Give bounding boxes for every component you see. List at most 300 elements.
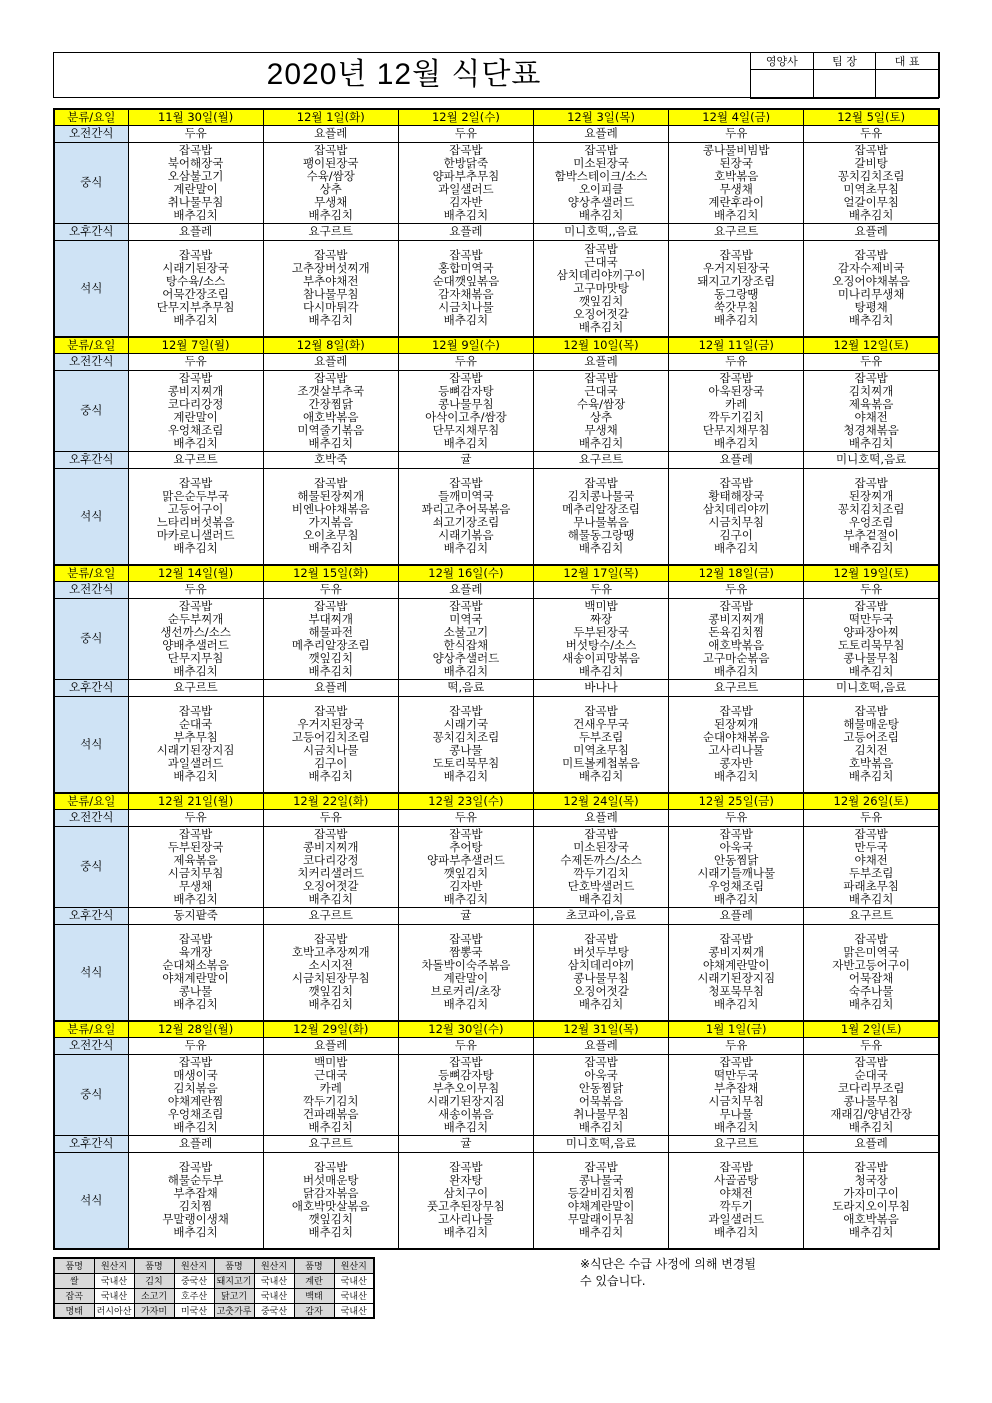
menu-item: 잡곡밥 xyxy=(854,142,888,157)
am-snack-cell: 요플레 xyxy=(533,125,668,142)
menu-item: 생선까스/소스 xyxy=(160,624,231,639)
menu-item: 삼치데리야끼 xyxy=(702,502,770,517)
pm-snack-cell: 요구르트 xyxy=(669,679,804,696)
menu-item: 잡곡밥 xyxy=(584,826,618,841)
menu-item: 근대국 xyxy=(584,383,618,398)
dinner-cell xyxy=(669,468,804,565)
menu-item: 상추 xyxy=(589,409,613,424)
menu-item: 무나물 xyxy=(719,1106,753,1121)
pm-snack-cell: 요플레 xyxy=(804,1135,939,1152)
day-header: 12월 28일(월) xyxy=(128,1021,263,1037)
lunch-row xyxy=(54,370,939,451)
menu-item: 삼치데리야끼구이 xyxy=(556,267,646,282)
menu-item: 동그랑땡 xyxy=(713,287,759,302)
pm-snack-cell: 요플레 xyxy=(398,223,533,240)
lunch-cell xyxy=(669,370,804,451)
menu-item: 추어탕 xyxy=(449,839,483,854)
am-snack-cell: 두유 xyxy=(669,353,804,370)
menu-item: 배추김치 xyxy=(308,541,353,556)
origin-header-cell: 품명 xyxy=(214,1258,254,1273)
menu-item: 배추김치 xyxy=(173,997,218,1012)
menu-item: 오삼불고기 xyxy=(167,168,224,183)
menu-item: 배추김치 xyxy=(308,1119,353,1134)
menu-item: 배추김치 xyxy=(713,313,759,328)
menu-item: 잡곡밥 xyxy=(584,704,618,719)
menu-item: 버섯두부탕 xyxy=(573,945,629,960)
pm-snack-cell: 요구르트 xyxy=(533,451,668,468)
menu-item: 우엉조림 xyxy=(848,515,894,530)
lunch-label: 중식 xyxy=(54,826,128,907)
menu-item: 감자채볶음 xyxy=(438,287,494,302)
menu-item: 배추김치 xyxy=(173,663,218,678)
menu-item: 잡곡밥 xyxy=(314,932,348,947)
menu-item: 단무지부추무침 xyxy=(156,300,235,315)
lunch-cell xyxy=(128,1054,263,1135)
menu-item: 깻잎김치 xyxy=(308,650,353,665)
menu-item: 순대채소볶음 xyxy=(162,958,229,973)
origin-country: 러시아산 xyxy=(94,1303,134,1318)
menu-item: 청포묵무침 xyxy=(708,984,764,999)
menu-item: 브로커리/초장 xyxy=(430,984,502,999)
origin-item: 닭고기 xyxy=(214,1288,254,1303)
menu-item: 잡곡밥 xyxy=(854,932,888,947)
menu-item: 취나물무침 xyxy=(167,194,224,209)
menu-item: 꽁치김치조림 xyxy=(432,730,500,745)
pm-snack-cell: 미니호떡,음료 xyxy=(804,451,939,468)
dinner-cell xyxy=(804,468,939,565)
am-snack-label: 오전간식 xyxy=(54,809,128,826)
sign-slot-team-lead[interactable] xyxy=(813,70,876,99)
menu-item: 잡곡밥 xyxy=(719,826,753,841)
menu-item: 배추김치 xyxy=(443,435,489,450)
menu-item: 배추김치 xyxy=(173,769,218,784)
menu-item: 김치찜 xyxy=(178,1199,213,1214)
menu-item: 잡곡밥 xyxy=(719,1054,753,1069)
menu-item: 잡곡밥 xyxy=(178,598,213,613)
menu-item: 순대국 xyxy=(178,717,213,732)
menu-item: 양파부추무침 xyxy=(432,168,500,183)
menu-item: 과일샐러드 xyxy=(708,1212,764,1227)
menu-item: 배추김치 xyxy=(308,207,353,222)
menu-item: 도라지오이무침 xyxy=(832,1199,911,1214)
dinner-label: 석식 xyxy=(54,696,128,793)
dinner-label: 석식 xyxy=(54,1152,128,1249)
dinner-cell xyxy=(398,924,533,1021)
menu-item: 가자미구이 xyxy=(843,1186,899,1201)
am-snack-cell: 두유 xyxy=(398,1037,533,1054)
dinner-cell xyxy=(533,696,668,793)
week-day-row xyxy=(54,337,939,353)
menu-item: 메추리알장조림 xyxy=(562,502,640,517)
menu-item: 야채계란말이 xyxy=(567,1199,635,1214)
menu-item: 숙주나물 xyxy=(848,984,894,999)
menu-item: 콩비지찌개 xyxy=(708,945,764,960)
menu-item: 닭감자볶음 xyxy=(302,1186,359,1201)
lunch-cell xyxy=(533,142,668,223)
menu-item: 콩나물 xyxy=(178,984,213,999)
menu-item: 배추김치 xyxy=(173,891,218,906)
menu-item: 순두부찌개 xyxy=(167,611,224,626)
menu-item: 야채전 xyxy=(719,1186,753,1201)
sign-slot-ceo[interactable] xyxy=(876,70,939,99)
menu-item: 잡곡밥 xyxy=(584,1160,618,1175)
menu-item: 잡곡밥 xyxy=(584,476,618,491)
menu-item: 콩나물무침 xyxy=(573,971,629,986)
menu-item: 탕평채 xyxy=(854,300,888,315)
menu-item: 파래초무침 xyxy=(843,878,899,893)
pm-snack-cell: 요플레 xyxy=(128,223,263,240)
menu-item: 어묵볶음 xyxy=(578,1093,624,1108)
lunch-cell xyxy=(804,370,939,451)
menu-item: 시금치무침 xyxy=(708,1093,764,1108)
category-label: 분류/요일 xyxy=(54,793,128,809)
menu-item: 잡곡밥 xyxy=(178,248,213,263)
lunch-cell xyxy=(533,1054,668,1135)
menu-item: 배추김치 xyxy=(308,891,353,906)
day-header: 12월 30일(수) xyxy=(398,1021,533,1037)
day-header: 12월 26일(토) xyxy=(804,793,939,809)
menu-item: 우엉채조림 xyxy=(167,1106,224,1121)
menu-item: 잡곡밥 xyxy=(854,826,888,841)
menu-item: 콩비지찌개 xyxy=(708,611,764,626)
menu-item: 순대깻잎볶음 xyxy=(432,274,500,289)
dinner-cell xyxy=(128,696,263,793)
origin-header-cell: 원산지 xyxy=(334,1258,374,1273)
lunch-cell xyxy=(128,826,263,907)
menu-item: 떡만두국 xyxy=(848,611,894,626)
menu-item: 건새우무국 xyxy=(573,717,629,732)
lunch-cell xyxy=(804,826,939,907)
menu-item: 잡곡밥 xyxy=(314,370,348,385)
menu-item: 배추김치 xyxy=(578,319,624,334)
dinner-cell xyxy=(804,240,939,337)
sign-header-team-lead: 팀 장 xyxy=(813,53,876,70)
menu-item: 시래기된장지짐 xyxy=(697,971,776,986)
menu-item: 시래기들깨나물 xyxy=(697,865,776,880)
lunch-cell xyxy=(669,142,804,223)
am-snack-cell: 두유 xyxy=(398,353,533,370)
menu-item: 부대찌개 xyxy=(308,611,353,626)
menu-item: 꽁치김치조림 xyxy=(837,502,905,517)
menu-item: 감자수제비국 xyxy=(837,261,905,276)
menu-item: 배추김치 xyxy=(443,891,489,906)
menu-item: 양파장아찌 xyxy=(843,624,899,639)
menu-item: 해물파전 xyxy=(308,624,353,639)
menu-table xyxy=(53,108,940,1250)
menu-item: 잡곡밥 xyxy=(719,248,753,263)
menu-item: 삼치데리야끼 xyxy=(567,958,635,973)
dinner-cell xyxy=(398,240,533,337)
menu-item: 김구이 xyxy=(314,756,348,771)
menu-item: 배추김치 xyxy=(308,313,353,328)
menu-item: 잡곡밥 xyxy=(719,704,753,719)
menu-item: 무생채 xyxy=(178,878,213,893)
pm-snack-cell: 호박죽 xyxy=(263,451,398,468)
menu-item: 콩나물국 xyxy=(578,1173,624,1188)
menu-item: 잡곡밥 xyxy=(854,598,888,613)
day-header: 11월 30일(월) xyxy=(128,109,263,125)
menu-item: 잡곡밥 xyxy=(854,1160,888,1175)
lunch-cell xyxy=(128,370,263,451)
menu-item: 잡곡밥 xyxy=(178,142,213,157)
am-snack-cell: 두유 xyxy=(128,353,263,370)
menu-item: 배추김치 xyxy=(848,1225,894,1240)
menu-item: 잡곡밥 xyxy=(584,932,618,947)
menu-item: 시래기볶음 xyxy=(438,528,494,543)
pm-snack-label: 오후간식 xyxy=(54,907,128,924)
menu-item: 미트볼케첩볶음 xyxy=(562,756,640,771)
menu-item: 야채계란말이 xyxy=(162,971,229,986)
menu-item: 새송이볶음 xyxy=(438,1106,494,1121)
menu-item: 잡곡밥 xyxy=(314,826,348,841)
menu-item: 조갯살부추국 xyxy=(297,383,365,398)
menu-item: 배추김치 xyxy=(848,769,894,784)
lunch-row xyxy=(54,1054,939,1135)
menu-item: 배추김치 xyxy=(848,663,894,678)
menu-item: 돈육김치찜 xyxy=(708,624,764,639)
menu-item: 풋고추된장무침 xyxy=(427,1199,505,1214)
menu-item: 잡곡밥 xyxy=(854,1054,888,1069)
menu-item: 애호박볶음 xyxy=(302,409,359,424)
menu-item: 잡곡밥 xyxy=(584,1054,618,1069)
menu-item: 야채계란말이 xyxy=(702,958,770,973)
dinner-cell xyxy=(398,1152,533,1249)
pm-snack-cell: 동지팥죽 xyxy=(128,907,263,924)
menu-item: 콩비지찌개 xyxy=(167,383,224,398)
menu-item: 된장국 xyxy=(719,155,753,170)
menu-item: 잡곡밥 xyxy=(178,370,213,385)
menu-item: 배추김치 xyxy=(578,663,624,678)
menu-item: 청국장 xyxy=(854,1173,888,1188)
lunch-cell xyxy=(804,142,939,223)
am-snack-cell: 요플레 xyxy=(533,809,668,826)
dinner-label: 석식 xyxy=(54,240,128,337)
menu-item: 아욱국 xyxy=(584,1067,618,1082)
menu-item: 무생채 xyxy=(314,194,348,209)
dinner-row xyxy=(54,924,939,1021)
menu-item: 시래기국 xyxy=(443,717,489,732)
menu-item: 된장찌개 xyxy=(848,489,894,504)
menu-item: 배추김치 xyxy=(578,997,624,1012)
am-snack-row xyxy=(54,1037,939,1054)
am-snack-row xyxy=(54,581,939,598)
menu-item: 부추오이무침 xyxy=(432,1080,500,1095)
pm-snack-row xyxy=(54,223,939,240)
menu-item: 쑥갓무침 xyxy=(713,300,759,315)
origin-item: 돼지고기 xyxy=(214,1273,254,1288)
dinner-cell xyxy=(533,468,668,565)
menu-item: 배추김치 xyxy=(713,207,759,222)
menu-item: 고등어조림 xyxy=(843,730,899,745)
menu-item: 상추 xyxy=(319,181,342,196)
origin-country: 국내산 xyxy=(254,1273,294,1288)
menu-item: 계란후라이 xyxy=(708,194,764,209)
menu-item: 배추김치 xyxy=(713,435,759,450)
week-day-row xyxy=(54,793,939,809)
pm-snack-cell: 귤 xyxy=(398,451,533,468)
category-label: 분류/요일 xyxy=(54,109,128,125)
dinner-cell xyxy=(669,696,804,793)
pm-snack-cell: 요구르트 xyxy=(128,679,263,696)
origin-item: 김치 xyxy=(134,1273,174,1288)
am-snack-row xyxy=(54,353,939,370)
day-header: 12월 5일(토) xyxy=(804,109,939,125)
origin-row xyxy=(54,1273,374,1288)
menu-item: 새송이피망볶음 xyxy=(562,650,640,665)
menu-item: 두부된장국 xyxy=(573,624,629,639)
menu-item: 잡곡밥 xyxy=(719,598,753,613)
menu-item: 계란말이 xyxy=(173,409,218,424)
menu-item: 배추김치 xyxy=(173,435,218,450)
menu-item: 잡곡밥 xyxy=(314,476,348,491)
menu-item: 시래기된장지짐 xyxy=(156,743,235,758)
menu-item: 배추김치 xyxy=(173,541,218,556)
origin-table xyxy=(53,1257,375,1319)
menu-item: 깍두기김치 xyxy=(573,865,629,880)
menu-item: 느타리버섯볶음 xyxy=(156,515,235,530)
header-box xyxy=(53,52,940,98)
menu-item: 배추김치 xyxy=(443,207,489,222)
menu-item: 등뼈감자탕 xyxy=(438,383,494,398)
menu-item: 잡곡밥 xyxy=(584,241,618,256)
menu-item: 안동찜닭 xyxy=(578,1080,624,1095)
menu-item: 부추잡채 xyxy=(713,1080,759,1095)
sign-header-dietitian: 영양사 xyxy=(751,53,814,70)
category-label: 분류/요일 xyxy=(54,565,128,581)
day-header: 12월 23일(수) xyxy=(398,793,533,809)
pm-snack-cell: 미니호떡,음료 xyxy=(533,1135,668,1152)
am-snack-cell: 두유 xyxy=(128,809,263,826)
menu-item: 아욱된장국 xyxy=(708,383,764,398)
menu-item: 잡곡밥 xyxy=(449,142,483,157)
menu-item: 잡곡밥 xyxy=(314,142,348,157)
menu-item: 제육볶음 xyxy=(848,396,894,411)
day-header: 12월 7일(월) xyxy=(128,337,263,353)
notice-line: ※식단은 수급 사정에 의해 변경될 xyxy=(580,1257,757,1271)
menu-item: 김치콩나물국 xyxy=(567,489,635,504)
day-header: 12월 14일(월) xyxy=(128,565,263,581)
menu-item: 배추김치 xyxy=(173,1119,218,1134)
origin-row xyxy=(54,1303,374,1318)
menu-item: 배추김치 xyxy=(173,1225,218,1240)
menu-item: 콩나물비빔밥 xyxy=(702,142,770,157)
menu-item: 배추김치 xyxy=(578,435,624,450)
lunch-cell xyxy=(263,1054,398,1135)
am-snack-cell: 요플레 xyxy=(398,581,533,598)
menu-item: 배추김치 xyxy=(443,313,489,328)
pm-snack-cell: 미니호떡,음료 xyxy=(804,679,939,696)
menu-item: 김치볶음 xyxy=(173,1080,218,1095)
menu-item: 고사리나물 xyxy=(708,743,764,758)
origin-item: 계란 xyxy=(294,1273,334,1288)
menu-item: 배추김치 xyxy=(308,435,353,450)
day-header: 1월 2일(토) xyxy=(804,1021,939,1037)
dinner-cell xyxy=(263,924,398,1021)
dinner-cell xyxy=(263,1152,398,1249)
lunch-cell xyxy=(398,1054,533,1135)
day-header: 12월 12일(토) xyxy=(804,337,939,353)
dinner-row xyxy=(54,696,939,793)
menu-item: 부추야채전 xyxy=(302,274,359,289)
origin-country: 국내산 xyxy=(254,1288,294,1303)
dinner-cell xyxy=(804,696,939,793)
menu-item: 근대국 xyxy=(584,254,618,269)
menu-item: 시금치나물 xyxy=(438,300,494,315)
am-snack-cell: 두유 xyxy=(669,809,804,826)
menu-item: 해물된장찌개 xyxy=(297,489,365,504)
menu-item: 배추김치 xyxy=(578,1225,624,1240)
am-snack-cell: 두유 xyxy=(804,1037,939,1054)
origin-header-cell: 원산지 xyxy=(254,1258,294,1273)
menu-item: 등갈비김치찜 xyxy=(567,1186,635,1201)
menu-item: 김치찌개 xyxy=(848,383,894,398)
origin-country: 국내산 xyxy=(94,1288,134,1303)
menu-item: 잡곡밥 xyxy=(178,1054,213,1069)
origin-item: 백태 xyxy=(294,1288,334,1303)
dinner-cell xyxy=(533,924,668,1021)
menu-item: 양상추샐러드 xyxy=(432,650,500,665)
menu-item: 우엉채조림 xyxy=(167,422,224,437)
am-snack-cell: 요플레 xyxy=(533,353,668,370)
lunch-cell xyxy=(263,142,398,223)
menu-item: 콩나물무침 xyxy=(843,650,899,665)
day-header: 12월 10일(목) xyxy=(533,337,668,353)
menu-item: 해물순두부 xyxy=(167,1173,224,1188)
sign-slot-dietitian[interactable] xyxy=(751,70,814,99)
menu-item: 무생채 xyxy=(584,422,618,437)
menu-item: 근대국 xyxy=(314,1067,348,1082)
origin-item: 소고기 xyxy=(134,1288,174,1303)
origin-item: 잡곡 xyxy=(54,1288,94,1303)
am-snack-cell: 두유 xyxy=(669,1037,804,1054)
menu-item: 만두국 xyxy=(854,839,888,854)
menu-item: 부추겉절이 xyxy=(843,528,899,543)
menu-item: 잡곡밥 xyxy=(449,476,483,491)
pm-snack-cell: 요구르트 xyxy=(128,451,263,468)
menu-item: 우거지된장국 xyxy=(702,261,770,276)
menu-item: 시금치나물 xyxy=(302,743,359,758)
menu-item: 배추김치 xyxy=(308,1225,353,1240)
menu-item: 배추김치 xyxy=(848,891,894,906)
pm-snack-cell: 요구르트 xyxy=(263,1135,398,1152)
menu-item: 야채전 xyxy=(854,852,888,867)
pm-snack-row xyxy=(54,1135,939,1152)
am-snack-cell: 두유 xyxy=(398,809,533,826)
dinner-cell xyxy=(263,468,398,565)
menu-item: 도토리묵무침 xyxy=(432,756,500,771)
lunch-cell xyxy=(669,1054,804,1135)
menu-item: 수제돈까스/소스 xyxy=(560,852,642,867)
menu-item: 건파래볶음 xyxy=(302,1106,359,1121)
menu-item: 치커리샐러드 xyxy=(297,865,365,880)
menu-item: 잡곡밥 xyxy=(449,1160,483,1175)
menu-item: 배추김치 xyxy=(308,997,353,1012)
menu-item: 잡곡밥 xyxy=(449,370,483,385)
menu-item: 김치전 xyxy=(854,743,888,758)
menu-item: 가지볶음 xyxy=(308,515,353,530)
menu-item: 맑은미역국 xyxy=(843,945,899,960)
menu-item: 배추김치 xyxy=(848,997,894,1012)
am-snack-cell: 두유 xyxy=(128,581,263,598)
am-snack-label: 오전간식 xyxy=(54,581,128,598)
pm-snack-cell: 요구르트 xyxy=(263,223,398,240)
lunch-label: 중식 xyxy=(54,370,128,451)
menu-item: 시금치무침 xyxy=(708,515,764,530)
menu-item: 깻잎김치 xyxy=(308,1212,353,1227)
menu-item: 비엔나야채볶음 xyxy=(291,502,370,517)
pm-snack-cell: 요플레 xyxy=(263,679,398,696)
menu-item: 홍합미역국 xyxy=(438,261,494,276)
